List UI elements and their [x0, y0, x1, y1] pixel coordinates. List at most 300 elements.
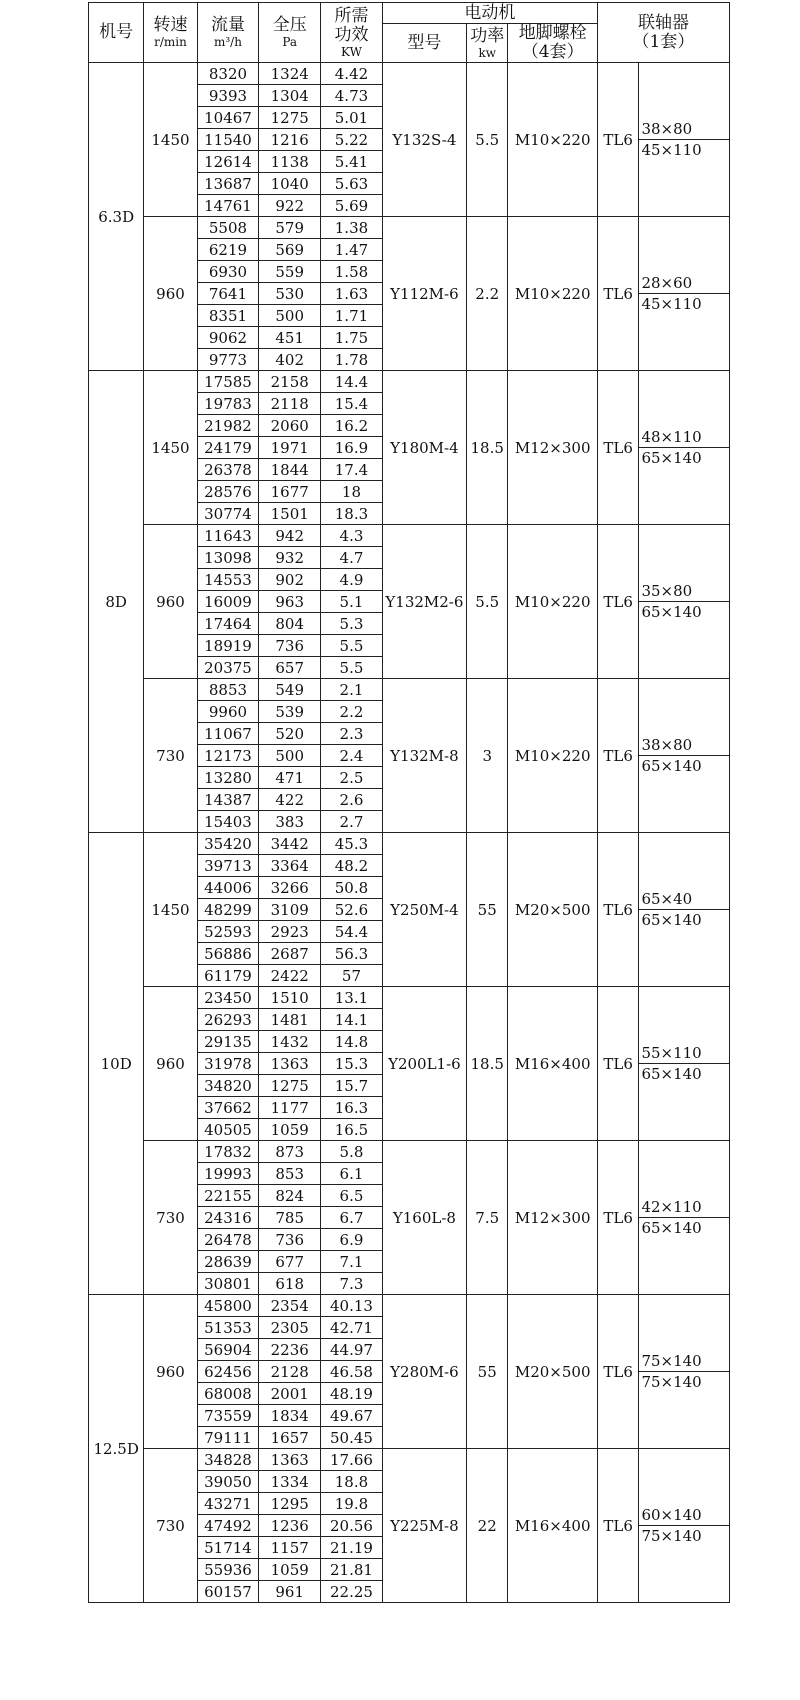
anchor-bolt-cell: M16×400 — [508, 1449, 597, 1603]
coupling-code-cell: TL6 — [597, 833, 639, 987]
power-required-cell: 14.8 — [321, 1031, 383, 1053]
machine-no-cell: 8D — [89, 371, 144, 833]
coupling-size-cell — [639, 217, 730, 371]
pressure-cell: 2060 — [259, 415, 321, 437]
pressure-cell: 500 — [259, 745, 321, 767]
motor-power-cell: 22 — [466, 1449, 508, 1603]
anchor-bolt-cell: M16×400 — [508, 987, 597, 1141]
flow-cell: 21982 — [197, 415, 259, 437]
header-motor: 电动机 — [382, 3, 597, 24]
flow-cell: 23450 — [197, 987, 259, 1009]
power-required-cell: 57 — [321, 965, 383, 987]
flow-cell: 28639 — [197, 1251, 259, 1273]
flow-cell: 12173 — [197, 745, 259, 767]
pressure-cell: 1324 — [259, 63, 321, 85]
flow-cell: 22155 — [197, 1185, 259, 1207]
table-row — [89, 525, 730, 547]
coupling-size-b: 65×140 — [641, 1065, 702, 1083]
coupling-size-a: 60×140 — [639, 1505, 729, 1526]
flow-cell: 55936 — [197, 1559, 259, 1581]
flow-cell: 8351 — [197, 305, 259, 327]
power-required-cell: 1.38 — [321, 217, 383, 239]
coupling-code-cell: TL6 — [597, 371, 639, 525]
flow-cell: 14387 — [197, 789, 259, 811]
pressure-cell: 1177 — [259, 1097, 321, 1119]
power-required-cell: 45.3 — [321, 833, 383, 855]
flow-cell: 39713 — [197, 855, 259, 877]
pressure-cell: 657 — [259, 657, 321, 679]
coupling-code-cell: TL6 — [597, 1449, 639, 1603]
coupling-size-b: 45×110 — [641, 295, 702, 313]
table-row — [89, 217, 730, 239]
coupling-size-cell — [639, 833, 730, 987]
coupling-size-a: 65×40 — [639, 889, 729, 910]
power-required-cell: 18.8 — [321, 1471, 383, 1493]
pressure-cell: 2422 — [259, 965, 321, 987]
pressure-cell: 2118 — [259, 393, 321, 415]
pressure-cell: 3364 — [259, 855, 321, 877]
coupling-sizes — [639, 1197, 729, 1238]
flow-cell: 7641 — [197, 283, 259, 305]
pressure-cell: 853 — [259, 1163, 321, 1185]
flow-cell: 68008 — [197, 1383, 259, 1405]
anchor-bolt-cell: M12×300 — [508, 371, 597, 525]
flow-cell: 20375 — [197, 657, 259, 679]
power-required-cell: 4.73 — [321, 85, 383, 107]
coupling-size-a: 35×80 — [639, 581, 729, 602]
flow-cell: 19783 — [197, 393, 259, 415]
table-body — [89, 63, 730, 1603]
pressure-cell: 824 — [259, 1185, 321, 1207]
pressure-cell: 471 — [259, 767, 321, 789]
pressure-cell: 1501 — [259, 503, 321, 525]
coupling-code-cell: TL6 — [597, 679, 639, 833]
coupling-size-b: 65×140 — [641, 911, 702, 929]
power-required-cell: 1.71 — [321, 305, 383, 327]
pressure-cell: 422 — [259, 789, 321, 811]
coupling-sizes — [639, 1505, 729, 1546]
coupling-size-cell — [639, 679, 730, 833]
power-required-cell: 14.1 — [321, 1009, 383, 1031]
flow-cell: 35420 — [197, 833, 259, 855]
header-flow: 流量 m³/h — [197, 3, 259, 63]
motor-power-cell: 5.5 — [466, 525, 508, 679]
flow-cell: 9393 — [197, 85, 259, 107]
flow-cell: 9062 — [197, 327, 259, 349]
pressure-cell: 402 — [259, 349, 321, 371]
speed-cell: 1450 — [144, 63, 197, 217]
header-speed: 转速 r/min — [144, 3, 197, 63]
coupling-code-cell: TL6 — [597, 1295, 639, 1449]
pressure-cell: 963 — [259, 591, 321, 613]
flow-cell: 16009 — [197, 591, 259, 613]
power-required-cell: 15.3 — [321, 1053, 383, 1075]
flow-cell: 6930 — [197, 261, 259, 283]
speed-cell: 960 — [144, 1295, 197, 1449]
power-required-cell: 22.25 — [321, 1581, 383, 1603]
machine-no-cell: 10D — [89, 833, 144, 1295]
flow-cell: 17832 — [197, 1141, 259, 1163]
coupling-size-cell — [639, 1295, 730, 1449]
power-required-cell: 46.58 — [321, 1361, 383, 1383]
pressure-cell: 2305 — [259, 1317, 321, 1339]
power-required-cell: 19.8 — [321, 1493, 383, 1515]
header-machine-no: 机号 — [89, 3, 144, 63]
anchor-bolt-cell: M12×300 — [508, 1141, 597, 1295]
power-required-cell: 6.5 — [321, 1185, 383, 1207]
power-required-cell: 13.1 — [321, 987, 383, 1009]
coupling-size-a: 75×140 — [639, 1351, 729, 1372]
flow-cell: 14761 — [197, 195, 259, 217]
pressure-cell: 1059 — [259, 1559, 321, 1581]
pressure-cell: 1138 — [259, 151, 321, 173]
flow-cell: 14553 — [197, 569, 259, 591]
pressure-cell: 1275 — [259, 1075, 321, 1097]
flow-cell: 48299 — [197, 899, 259, 921]
coupling-size-a: 38×80 — [639, 735, 729, 756]
coupling-size-b: 75×140 — [641, 1527, 702, 1545]
pressure-cell: 3266 — [259, 877, 321, 899]
pressure-cell: 500 — [259, 305, 321, 327]
power-required-cell: 2.3 — [321, 723, 383, 745]
motor-power-cell: 18.5 — [466, 987, 508, 1141]
power-required-cell: 5.63 — [321, 173, 383, 195]
power-required-cell: 2.6 — [321, 789, 383, 811]
pressure-cell: 2001 — [259, 1383, 321, 1405]
power-required-cell: 6.1 — [321, 1163, 383, 1185]
coupling-sizes — [639, 581, 729, 622]
flow-cell: 8853 — [197, 679, 259, 701]
motor-model-cell: Y132S-4 — [382, 63, 466, 217]
motor-model-cell: Y250M-4 — [382, 833, 466, 987]
table-row — [89, 679, 730, 701]
power-required-cell: 4.3 — [321, 525, 383, 547]
pressure-cell: 1295 — [259, 1493, 321, 1515]
pressure-cell: 3442 — [259, 833, 321, 855]
pressure-cell: 736 — [259, 635, 321, 657]
pressure-cell: 873 — [259, 1141, 321, 1163]
flow-cell: 10467 — [197, 107, 259, 129]
power-required-cell: 17.4 — [321, 459, 383, 481]
coupling-sizes — [639, 735, 729, 776]
flow-cell: 13280 — [197, 767, 259, 789]
power-required-cell: 4.7 — [321, 547, 383, 569]
motor-power-cell: 5.5 — [466, 63, 508, 217]
pressure-cell: 2687 — [259, 943, 321, 965]
anchor-bolt-cell: M10×220 — [508, 679, 597, 833]
pressure-cell: 961 — [259, 1581, 321, 1603]
flow-cell: 13098 — [197, 547, 259, 569]
flow-cell: 29135 — [197, 1031, 259, 1053]
pressure-cell: 1236 — [259, 1515, 321, 1537]
power-required-cell: 5.8 — [321, 1141, 383, 1163]
coupling-size-b: 75×140 — [641, 1373, 702, 1391]
power-required-cell: 6.7 — [321, 1207, 383, 1229]
coupling-code-cell: TL6 — [597, 525, 639, 679]
coupling-size-b: 65×140 — [641, 603, 702, 621]
power-required-cell: 56.3 — [321, 943, 383, 965]
power-required-cell: 1.63 — [321, 283, 383, 305]
pressure-cell: 1510 — [259, 987, 321, 1009]
pressure-cell: 539 — [259, 701, 321, 723]
power-required-cell: 4.42 — [321, 63, 383, 85]
coupling-code-cell: TL6 — [597, 987, 639, 1141]
flow-cell: 34820 — [197, 1075, 259, 1097]
power-required-cell: 18.3 — [321, 503, 383, 525]
pressure-cell: 520 — [259, 723, 321, 745]
table-row — [89, 1449, 730, 1471]
speed-cell: 1450 — [144, 371, 197, 525]
power-required-cell: 17.66 — [321, 1449, 383, 1471]
power-required-cell: 52.6 — [321, 899, 383, 921]
flow-cell: 11643 — [197, 525, 259, 547]
pressure-cell: 2354 — [259, 1295, 321, 1317]
flow-cell: 31978 — [197, 1053, 259, 1075]
power-required-cell: 2.7 — [321, 811, 383, 833]
flow-cell: 11067 — [197, 723, 259, 745]
table-row — [89, 1295, 730, 1317]
power-required-cell: 40.13 — [321, 1295, 383, 1317]
flow-cell: 51714 — [197, 1537, 259, 1559]
flow-cell: 19993 — [197, 1163, 259, 1185]
anchor-bolt-cell: M10×220 — [508, 63, 597, 217]
flow-cell: 60157 — [197, 1581, 259, 1603]
pressure-cell: 579 — [259, 217, 321, 239]
coupling-sizes — [639, 1351, 729, 1392]
header-coupling: 联轴器 （1套） — [597, 3, 729, 63]
flow-cell: 52593 — [197, 921, 259, 943]
pressure-cell: 1334 — [259, 1471, 321, 1493]
power-required-cell: 5.5 — [321, 635, 383, 657]
motor-model-cell: Y160L-8 — [382, 1141, 466, 1295]
pressure-cell: 3109 — [259, 899, 321, 921]
header-anchor-bolt: 地脚螺栓 （4套） — [508, 24, 597, 63]
pressure-cell: 677 — [259, 1251, 321, 1273]
header-power-required: 所需 功效 KW — [321, 3, 383, 63]
table-header — [89, 3, 730, 63]
power-required-cell: 48.2 — [321, 855, 383, 877]
motor-model-cell: Y112M-6 — [382, 217, 466, 371]
coupling-size-a: 38×80 — [639, 119, 729, 140]
pressure-cell: 932 — [259, 547, 321, 569]
power-required-cell: 7.1 — [321, 1251, 383, 1273]
motor-model-cell: Y132M-8 — [382, 679, 466, 833]
flow-cell: 6219 — [197, 239, 259, 261]
power-required-cell: 1.75 — [321, 327, 383, 349]
power-required-cell: 7.3 — [321, 1273, 383, 1295]
flow-cell: 26378 — [197, 459, 259, 481]
coupling-sizes — [639, 1043, 729, 1084]
power-required-cell: 1.78 — [321, 349, 383, 371]
power-required-cell: 15.7 — [321, 1075, 383, 1097]
coupling-size-b: 45×110 — [641, 141, 702, 159]
power-required-cell: 50.8 — [321, 877, 383, 899]
power-required-cell: 16.3 — [321, 1097, 383, 1119]
flow-cell: 18919 — [197, 635, 259, 657]
pressure-cell: 942 — [259, 525, 321, 547]
power-required-cell: 15.4 — [321, 393, 383, 415]
motor-model-cell: Y280M-6 — [382, 1295, 466, 1449]
flow-cell: 37662 — [197, 1097, 259, 1119]
machine-no-cell: 6.3D — [89, 63, 144, 371]
pressure-cell: 1657 — [259, 1427, 321, 1449]
flow-cell: 47492 — [197, 1515, 259, 1537]
power-required-cell: 2.4 — [321, 745, 383, 767]
flow-cell: 15403 — [197, 811, 259, 833]
power-required-cell: 5.5 — [321, 657, 383, 679]
pressure-cell: 1040 — [259, 173, 321, 195]
flow-cell: 30801 — [197, 1273, 259, 1295]
speed-cell: 1450 — [144, 833, 197, 987]
pressure-cell: 922 — [259, 195, 321, 217]
fan-spec-table — [88, 2, 730, 1603]
anchor-bolt-cell: M20×500 — [508, 1295, 597, 1449]
power-required-cell: 5.69 — [321, 195, 383, 217]
coupling-size-cell — [639, 525, 730, 679]
pressure-cell: 2128 — [259, 1361, 321, 1383]
coupling-sizes — [639, 889, 729, 930]
motor-power-cell: 3 — [466, 679, 508, 833]
pressure-cell: 2236 — [259, 1339, 321, 1361]
power-required-cell: 5.41 — [321, 151, 383, 173]
pressure-cell: 902 — [259, 569, 321, 591]
pressure-cell: 1481 — [259, 1009, 321, 1031]
power-required-cell: 21.19 — [321, 1537, 383, 1559]
coupling-size-cell — [639, 1449, 730, 1603]
power-required-cell: 48.19 — [321, 1383, 383, 1405]
coupling-sizes — [639, 273, 729, 314]
flow-cell: 5508 — [197, 217, 259, 239]
flow-cell: 30774 — [197, 503, 259, 525]
pressure-cell: 618 — [259, 1273, 321, 1295]
pressure-cell: 804 — [259, 613, 321, 635]
speed-cell: 730 — [144, 679, 197, 833]
flow-cell: 39050 — [197, 1471, 259, 1493]
table-row — [89, 371, 730, 393]
motor-model-cell: Y180M-4 — [382, 371, 466, 525]
pressure-cell: 569 — [259, 239, 321, 261]
power-required-cell: 21.81 — [321, 1559, 383, 1581]
coupling-size-b: 65×140 — [641, 757, 702, 775]
flow-cell: 73559 — [197, 1405, 259, 1427]
pressure-cell: 2158 — [259, 371, 321, 393]
pressure-cell: 559 — [259, 261, 321, 283]
flow-cell: 51353 — [197, 1317, 259, 1339]
power-required-cell: 54.4 — [321, 921, 383, 943]
speed-cell: 960 — [144, 525, 197, 679]
pressure-cell: 549 — [259, 679, 321, 701]
pressure-cell: 1304 — [259, 85, 321, 107]
coupling-sizes — [639, 427, 729, 468]
power-required-cell: 44.97 — [321, 1339, 383, 1361]
coupling-code-cell: TL6 — [597, 63, 639, 217]
motor-power-cell: 2.2 — [466, 217, 508, 371]
coupling-size-cell — [639, 371, 730, 525]
power-required-cell: 14.4 — [321, 371, 383, 393]
flow-cell: 61179 — [197, 965, 259, 987]
power-required-cell: 1.58 — [321, 261, 383, 283]
pressure-cell: 1844 — [259, 459, 321, 481]
pressure-cell: 1677 — [259, 481, 321, 503]
motor-model-cell: Y132M2-6 — [382, 525, 466, 679]
flow-cell: 34828 — [197, 1449, 259, 1471]
machine-no-cell: 12.5D — [89, 1295, 144, 1603]
power-required-cell: 18 — [321, 481, 383, 503]
flow-cell: 26293 — [197, 1009, 259, 1031]
coupling-code-cell: TL6 — [597, 217, 639, 371]
motor-power-cell: 55 — [466, 1295, 508, 1449]
power-required-cell: 2.1 — [321, 679, 383, 701]
flow-cell: 44006 — [197, 877, 259, 899]
coupling-size-cell — [639, 1141, 730, 1295]
power-required-cell: 16.2 — [321, 415, 383, 437]
power-required-cell: 5.3 — [321, 613, 383, 635]
coupling-size-a: 48×110 — [639, 427, 729, 448]
flow-cell: 79111 — [197, 1427, 259, 1449]
power-required-cell: 2.2 — [321, 701, 383, 723]
coupling-size-cell — [639, 63, 730, 217]
pressure-cell: 2923 — [259, 921, 321, 943]
anchor-bolt-cell: M10×220 — [508, 217, 597, 371]
power-required-cell: 2.5 — [321, 767, 383, 789]
flow-cell: 8320 — [197, 63, 259, 85]
pressure-cell: 1059 — [259, 1119, 321, 1141]
speed-cell: 960 — [144, 987, 197, 1141]
motor-power-cell: 55 — [466, 833, 508, 987]
flow-cell: 17585 — [197, 371, 259, 393]
anchor-bolt-cell: M20×500 — [508, 833, 597, 987]
coupling-code-cell: TL6 — [597, 1141, 639, 1295]
power-required-cell: 42.71 — [321, 1317, 383, 1339]
flow-cell: 43271 — [197, 1493, 259, 1515]
pressure-cell: 451 — [259, 327, 321, 349]
coupling-size-cell — [639, 987, 730, 1141]
header-motor-power: 功率 kw — [466, 24, 508, 63]
coupling-size-a: 28×60 — [639, 273, 729, 294]
table-row — [89, 1141, 730, 1163]
flow-cell: 28576 — [197, 481, 259, 503]
anchor-bolt-cell: M10×220 — [508, 525, 597, 679]
pressure-cell: 1363 — [259, 1053, 321, 1075]
pressure-cell: 785 — [259, 1207, 321, 1229]
flow-cell: 45800 — [197, 1295, 259, 1317]
pressure-cell: 1363 — [259, 1449, 321, 1471]
flow-cell: 24316 — [197, 1207, 259, 1229]
speed-cell: 730 — [144, 1141, 197, 1295]
motor-model-cell: Y225M-8 — [382, 1449, 466, 1603]
power-required-cell: 4.9 — [321, 569, 383, 591]
table-row — [89, 63, 730, 85]
flow-cell: 17464 — [197, 613, 259, 635]
pressure-cell: 1157 — [259, 1537, 321, 1559]
pressure-cell: 736 — [259, 1229, 321, 1251]
flow-cell: 9960 — [197, 701, 259, 723]
power-required-cell: 1.47 — [321, 239, 383, 261]
flow-cell: 12614 — [197, 151, 259, 173]
flow-cell: 13687 — [197, 173, 259, 195]
motor-power-cell: 7.5 — [466, 1141, 508, 1295]
power-required-cell: 16.9 — [321, 437, 383, 459]
speed-cell: 730 — [144, 1449, 197, 1603]
pressure-cell: 383 — [259, 811, 321, 833]
flow-cell: 56886 — [197, 943, 259, 965]
power-required-cell: 5.22 — [321, 129, 383, 151]
table-row — [89, 987, 730, 1009]
flow-cell: 40505 — [197, 1119, 259, 1141]
power-required-cell: 20.56 — [321, 1515, 383, 1537]
motor-model-cell: Y200L1-6 — [382, 987, 466, 1141]
header-pressure: 全压 Pa — [259, 3, 321, 63]
